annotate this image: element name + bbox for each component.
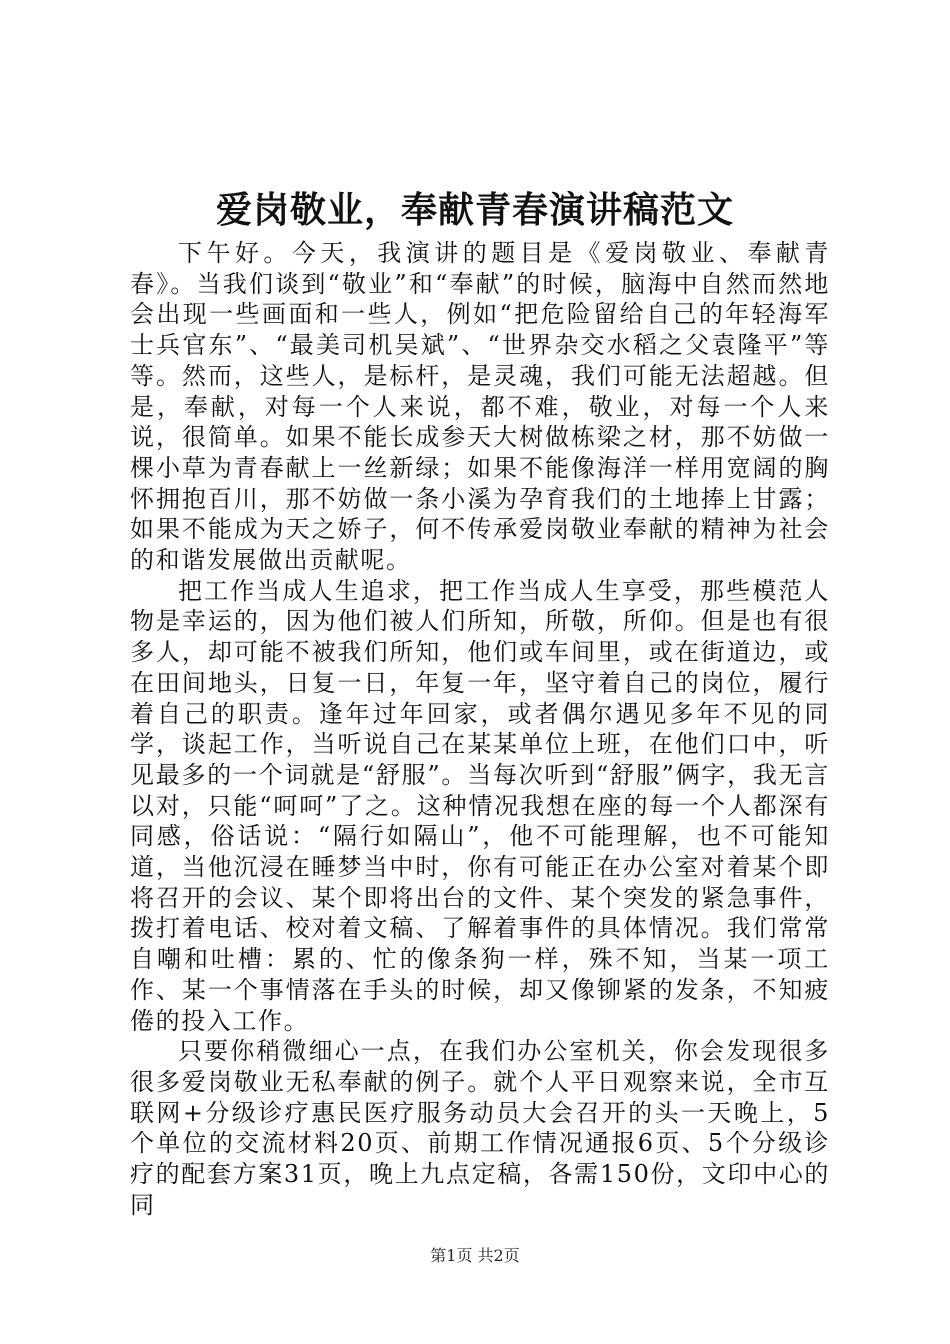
paragraph-1: 下午好。今天，我演讲的题目是《爱岗敬业、奉献青春》。当我们谈到“敬业”和“奉献”的时候，脑海中自然而然地会出现一些画面和一些人，例如“把危险留给自己的年轻海军士兵官东”、“最美司机吴斌”、“世界杂交水稻之父袁隆平”等等。然而，这些人，是标杆，是灵魂，我们可能无法超越。但是，奉献，对每一个人来说，都不难，敬业，对每一个人来说，很简单。如果不能长成参天大树做栋梁之材，那不妨做一棵小草为青春献上一丝新绿；如果不能像海洋一样用宽阔的胸怀拥抱百川，那不妨做一条小溪为孕育我们的土地捧上甘露；如果不能成为天之娇子，何不传承爱岗敬业奉献的精神为社会的和谐发展做出贡献呢。 bbox=[130, 239, 830, 575]
paragraph-3: 只要你稍微细心一点，在我们办公室机关，你会发现很多很多爱岗敬业无私奉献的例子。就个人平日观察来说，全市互联网+分级诊疗惠民医疗服务动员大会召开的头一天晚上，5个单位的交流材料20页、前期工作情况通报6页、5个分级诊疗的配套方案31页，晚上九点定稿，各需150份，文印中心的同 bbox=[130, 1037, 830, 1219]
document-body bbox=[130, 238, 830, 1221]
page-footer: 第1页 共2页 bbox=[430, 1246, 520, 1265]
document-title: 爱岗敬业，奉献青春演讲稿范文 bbox=[215, 189, 734, 231]
paragraph-2: 把工作当成人生追求，把工作当成人生享受，那些模范人物是幸运的，因为他们被人们所知，所敬，所仰。但是也有很多人，却可能不被我们所知，他们或车间里，或在街道边，或在田间地头，日复一日，年复一年，坚守着自己的岗位，履行着自己的职责。逢年过年回家，或者偶尔遇见多年不见的同学，谈起工作，当听说自己在某某单位上班，在他们口中，听见最多的一个词就是“舒服”。当每次听到“舒服”俩字，我无言以对，只能“呵呵”了之。这种情况我想在座的每一个人都深有同感，俗话说：“隔行如隔山”，他不可能理解，也不可能知道，当他沉浸在睡梦当中时，你有可能正在办公室对着某个即将召开的会议、某个即将出台的文件、某个突发的紧急事件，拨打着电话、校对着文稿、了解着事件的具体情况。我们常常自嘲和吐槽：累的、忙的像条狗一样，殊不知，当某一项工作、某一个事情落在手头的时候，却又像铆紧的发条，不知疲倦的投入工作。 bbox=[130, 576, 830, 1035]
